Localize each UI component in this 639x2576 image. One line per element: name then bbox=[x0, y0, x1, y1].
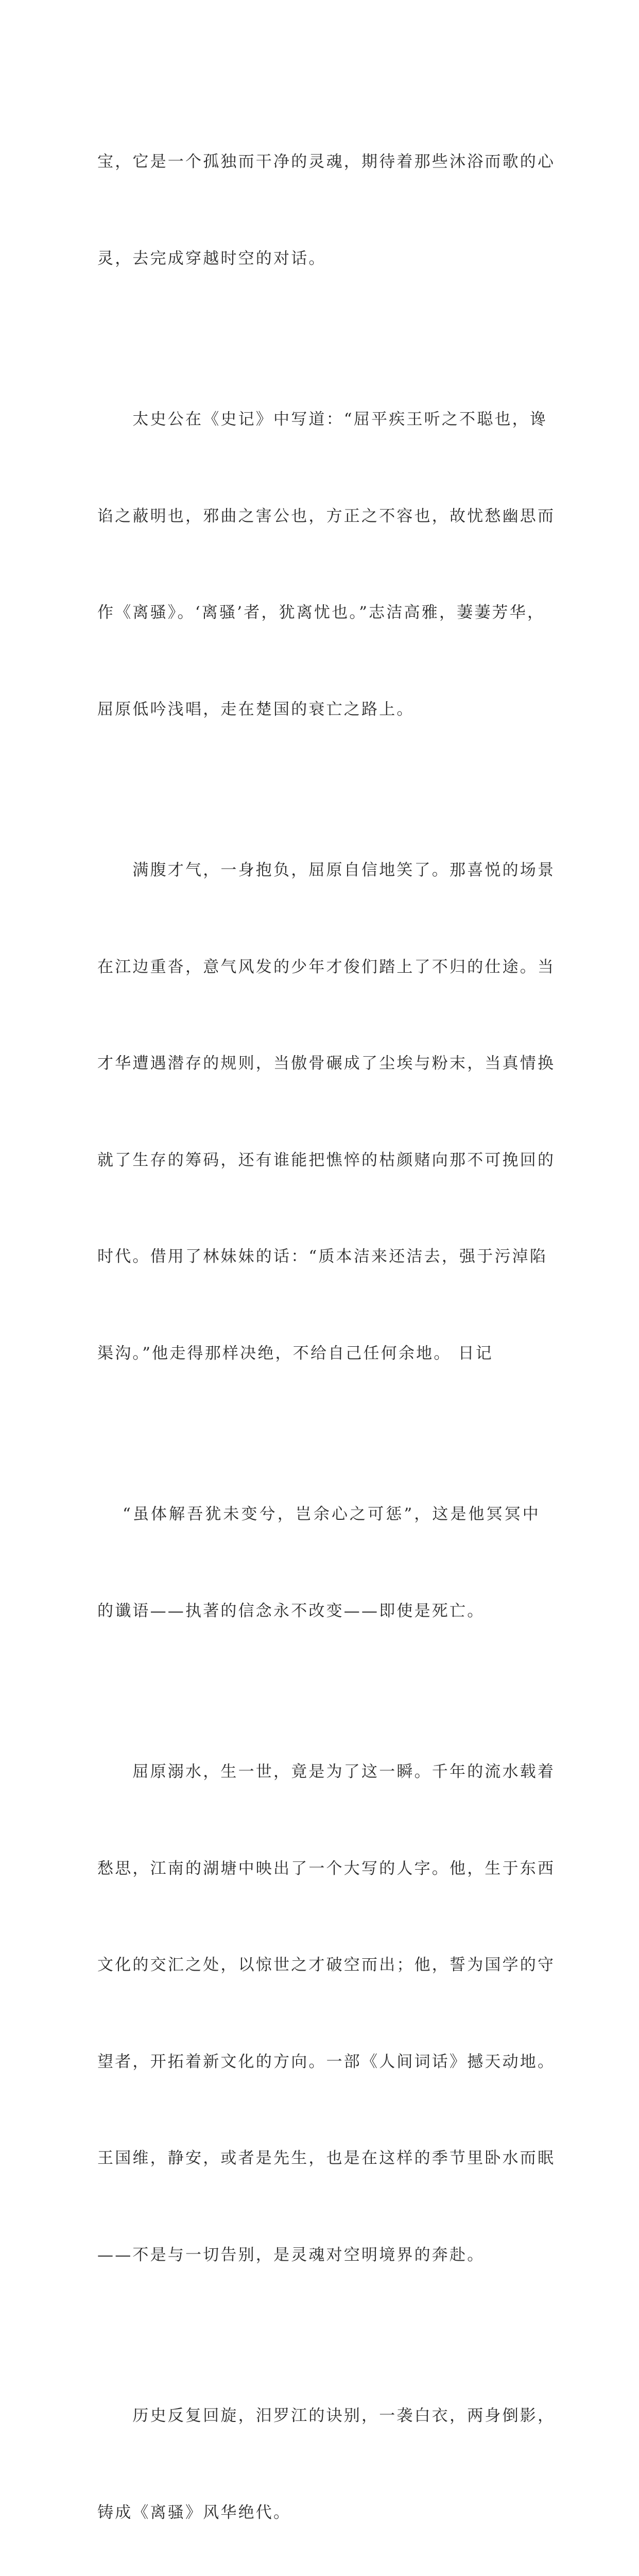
paragraph-5 bbox=[97, 1691, 556, 2335]
text-line: 满腹才气，一身抱负，屈原自信地笑了。那喜悦的场景 bbox=[97, 861, 556, 879]
paragraph-1 bbox=[97, 81, 556, 339]
text-line: 历史反复回旋，汨罗江的诀别，一袭白衣，两身倒影， bbox=[97, 2406, 556, 2425]
text-line: 谄之蔽明也，邪曲之害公也，方正之不容也，故忧愁幽思而 bbox=[97, 506, 556, 526]
paragraph-6 bbox=[97, 2335, 556, 2576]
text-line: 文化的交汇之处，以惊世之才破空而出；他，誓为国学的守 bbox=[97, 1956, 556, 1974]
text-line: 时代。借用了林妹妹的话：“质本洁来还洁去，强于污淖陷 bbox=[97, 1247, 548, 1266]
text-line: 就了生存的筹码，还有谁能把憔悴的枯颜赌向那不可挽回的 bbox=[97, 1150, 556, 1170]
text-line: 屈原低吟浅唱，走在楚国的衰亡之路上。 bbox=[97, 700, 415, 719]
text-line: “虽体解吾犹未变兮，岂余心之可惩”，这是他冥冥中 bbox=[97, 1505, 540, 1523]
text-line: 的谶语——执著的信念永不改变——即使是死亡。 bbox=[97, 1601, 485, 1620]
text-line: 愁思，江南的湖塘中映出了一个大写的人字。他，生于东西 bbox=[97, 1859, 556, 1878]
text-line: 灵，去完成穿越时空的对话。 bbox=[97, 249, 326, 268]
text-line: 屈原溺水，生一世，竟是为了这一瞬。千年的流水载着 bbox=[97, 1762, 556, 1781]
paragraph-2 bbox=[97, 339, 556, 790]
text-line: 望者，开拓着新文化的方向。一部《人间词话》撼天动地。 bbox=[97, 2052, 556, 2071]
paragraph-4 bbox=[97, 1434, 540, 1691]
document-body bbox=[97, 81, 556, 2576]
text-line: 渠沟。”他走得那样决绝，不给自己任何余地。 日记 bbox=[97, 1344, 493, 1363]
text-line: 才华遭遇潜存的规则，当傲骨碾成了尘埃与粉末，当真情换 bbox=[97, 1054, 556, 1073]
text-line: 在江边重沓，意气风发的少年才俊们踏上了不归的仕途。当 bbox=[97, 957, 556, 976]
paragraph-3 bbox=[97, 790, 556, 1434]
text-line: ——不是与一切告别，是灵魂对空明境界的奔赴。 bbox=[97, 2245, 485, 2264]
text-line: 太史公在《史记》中写道：“屈平疾王听之不聪也，谗 bbox=[97, 410, 548, 429]
text-line: 王国维，静安，或者是先生，也是在这样的季节里卧水而眠 bbox=[97, 2149, 556, 2167]
text-line: 宝，它是一个孤独而干净的灵魂，期待着那些沐浴而歌的心 bbox=[97, 152, 556, 171]
text-line: 作《离骚》。‘离骚’者，犹离忧也。”志洁高雅，萋萋芳华， bbox=[97, 603, 545, 622]
text-line: 铸成《离骚》风华绝代。 bbox=[97, 2503, 291, 2522]
